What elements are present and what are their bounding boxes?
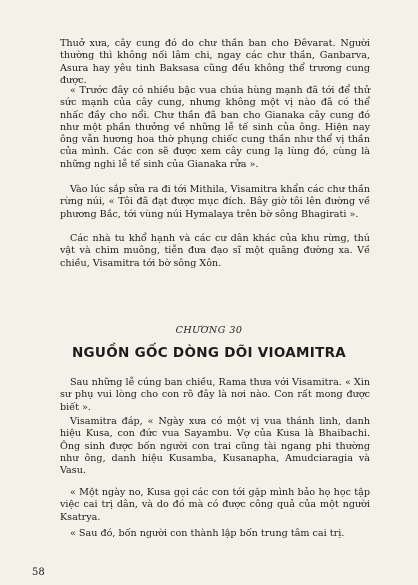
paragraph: Sau những lễ cúng ban chiều, Rama thưa với Visamitra. « Xin sư phụ vui lòng cho con rõ đây là nơi nào. Con rất mong được biết ». <box>60 377 370 413</box>
paragraph: Các nhà tu khổ hạnh và các cư dân khác của khu rừng, thú vật và chim muông, tiễn đưa đạo sĩ một quãng đường xa. Về chiều, Visamitra tới bờ sông Xôn. <box>60 233 370 269</box>
page-number: 58 <box>32 567 45 578</box>
paragraph: Thuở xưa, cây cung đó do chư thần ban cho Đêvarat. Người thường thì không nối lâm chi, ngay các chư thần, Ganbarva, Asura hay yêu tinh Baksasa cũng đều không thể trương cung được. <box>60 38 370 86</box>
paragraph: « Một ngày no, Kusa gọi các con tới gặp mình bảo họ học tập việc cai trị dân, và do đó mà có được công quả của một người Ksatrya. <box>60 487 370 523</box>
chapter-number: CHƯƠNG 30 <box>175 325 243 336</box>
paragraph: « Sau đó, bốn người con thành lập bốn trung tâm cai trị. <box>70 528 345 539</box>
chapter-title: NGUỒN GỐC DÒNG DÕI VIOAMITRA <box>71 345 347 361</box>
paragraph: « Trước đây có nhiều bậc vua chúa hùng mạnh đã tới để thử sức mạnh của cây cung, nhưng không một vị nào đã có thể nhấc đầy cho nổi. Chư thần đã ban cho Gianaka cây cung đó như một phần thưởng về những lễ tế sinh của ông. Hiện nay ông vẫn hương hoa thờ phụng chiếc cung thần như thể vị thần của mình. Các con sẽ được xem cây cung lạ lùng đó, cùng là những nghi lễ tế sinh của Gianaka rửa ». <box>60 85 370 170</box>
paragraph: Visamitra đáp, « Ngày xưa có một vị vua thánh linh, danh hiệu Kusa, con đức vua Sayambu. Vợ của Kusa là Bhaibachi. Ông sinh được bốn người con trai cũng tài ngang phi thường như ông, danh hiệu Kusamba, Kusanapha, Amudciaragia và Vasu. <box>60 416 370 477</box>
paragraph: Vào lúc sắp sửa ra đi tới Mithila, Visamitra khẩn các chư thần rừng núi, « Tôi đã đạt được mục đích. Bây giờ tôi lên đường về phương Bắc, tới vùng núi Hymalaya trên bờ sông Bhagirati ». <box>60 184 370 220</box>
